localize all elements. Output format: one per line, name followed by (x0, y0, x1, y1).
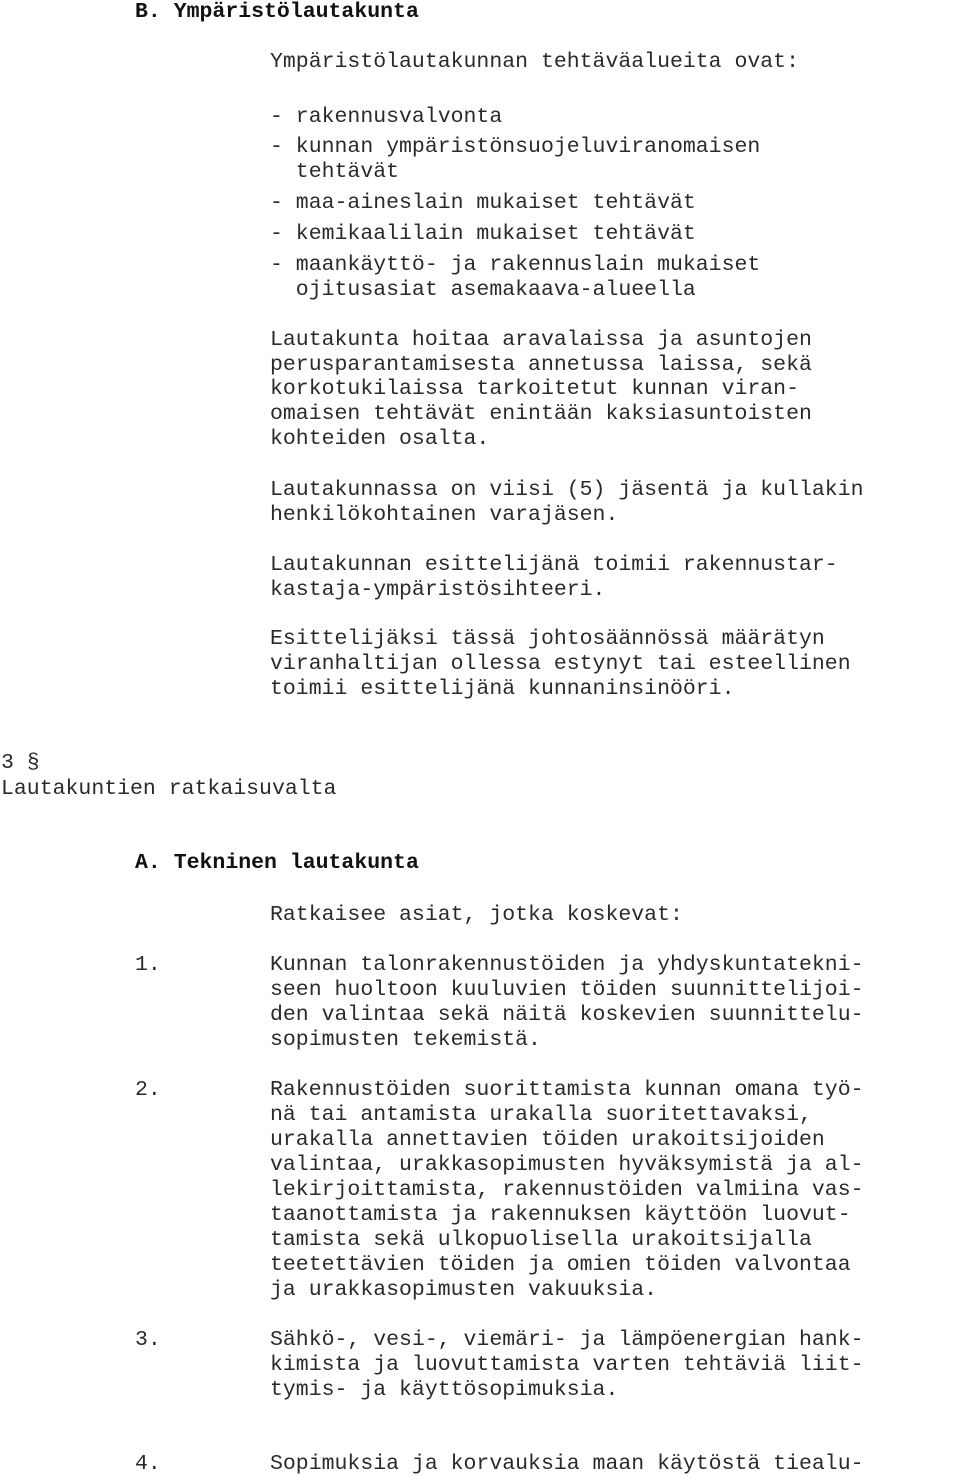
section-title: Lautakuntien ratkaisuvalta (1, 777, 337, 801)
paragraph-line: Lautakunnan esittelijänä toimii rakennustar- (270, 553, 838, 577)
list-item: tehtävät (270, 160, 400, 184)
paragraph-line: Lautakunnassa on viisi (5) jäsentä ja kullakin (270, 478, 864, 502)
item-line: sopimusten tekemistä. (270, 1028, 541, 1052)
paragraph-line: kastaja-ympäristösihteeri. (270, 578, 606, 602)
item-line: lekirjoittamista, rakennustöiden valmiina vas- (270, 1178, 864, 1202)
list-item: ojitusasiat asemakaava-alueella (270, 278, 696, 302)
item-line: tamista sekä ulkopuolisella urakoitsijalla (270, 1228, 812, 1252)
item-line: ja urakkasopimusten vakuuksia. (270, 1278, 658, 1302)
paragraph-line: Lautakunta hoitaa aravalaissa ja asuntojen (270, 328, 812, 352)
item-line: Sopimuksia ja korvauksia maan käytöstä tiealu- (270, 1452, 864, 1476)
section-b-heading: B. Ympäristölautakunta (135, 0, 419, 24)
section-a-heading: A. Tekninen lautakunta (135, 851, 419, 875)
item-number: 1. (135, 953, 161, 977)
paragraph-line: henkilökohtainen varajäsen. (270, 503, 619, 527)
item-line: urakalla annettavien töiden urakoitsijoiden (270, 1128, 825, 1152)
item-line: Sähkö-, vesi-, viemäri- ja lämpöenergian hank- (270, 1328, 864, 1352)
list-item: - kunnan ympäristönsuojeluviranomaisen (270, 135, 761, 159)
paragraph-line: viranhaltijan ollessa estynyt tai esteellinen (270, 652, 851, 676)
paragraph-line: omaisen tehtävät enintään kaksiasuntoisten (270, 402, 812, 426)
item-line: seen huoltoon kuuluvien töiden suunnittelijoi- (270, 978, 864, 1002)
list-item: - kemikaalilain mukaiset tehtävät (270, 222, 696, 246)
paragraph-line: korkotukilaissa tarkoitetut kunnan viran- (270, 377, 799, 401)
item-line: teetettävien töiden ja omien töiden valvontaa (270, 1253, 851, 1277)
item-line: Rakennustöiden suorittamista kunnan omana työ- (270, 1078, 864, 1102)
paragraph-line: kohteiden osalta. (270, 427, 490, 451)
paragraph-line: toimii esittelijänä kunnaninsinööri. (270, 677, 735, 701)
item-line: kimista ja luovuttamista varten tehtäviä liit- (270, 1353, 864, 1377)
paragraph-line: perusparantamisesta annetussa laissa, sekä (270, 353, 812, 377)
item-line: taanottamista ja rakennuksen käyttöön luovut- (270, 1203, 851, 1227)
item-number: 3. (135, 1328, 161, 1352)
paragraph-line: Esittelijäksi tässä johtosäännössä määrätyn (270, 627, 825, 651)
item-line: Kunnan talonrakennustöiden ja yhdyskuntatekni- (270, 953, 864, 977)
list-item: - maa-aineslain mukaiset tehtävät (270, 191, 696, 215)
list-item: - maankäyttö- ja rakennuslain mukaiset (270, 253, 761, 277)
item-line: tymis- ja käyttösopimuksia. (270, 1378, 619, 1402)
item-line: den valintaa sekä näitä koskevien suunnittelu- (270, 1003, 864, 1027)
item-line: valintaa, urakkasopimusten hyväksymistä ja al- (270, 1153, 864, 1177)
section-number: 3 § (1, 751, 40, 775)
section-a-intro: Ratkaisee asiat, jotka koskevat: (270, 903, 683, 927)
list-item: - rakennusvalvonta (270, 105, 503, 129)
item-line: nä tai antamista urakalla suoritettavaksi, (270, 1103, 812, 1127)
item-number: 2. (135, 1078, 161, 1102)
section-b-intro: Ympäristölautakunnan tehtäväalueita ovat: (270, 50, 799, 74)
item-number: 4. (135, 1452, 161, 1476)
